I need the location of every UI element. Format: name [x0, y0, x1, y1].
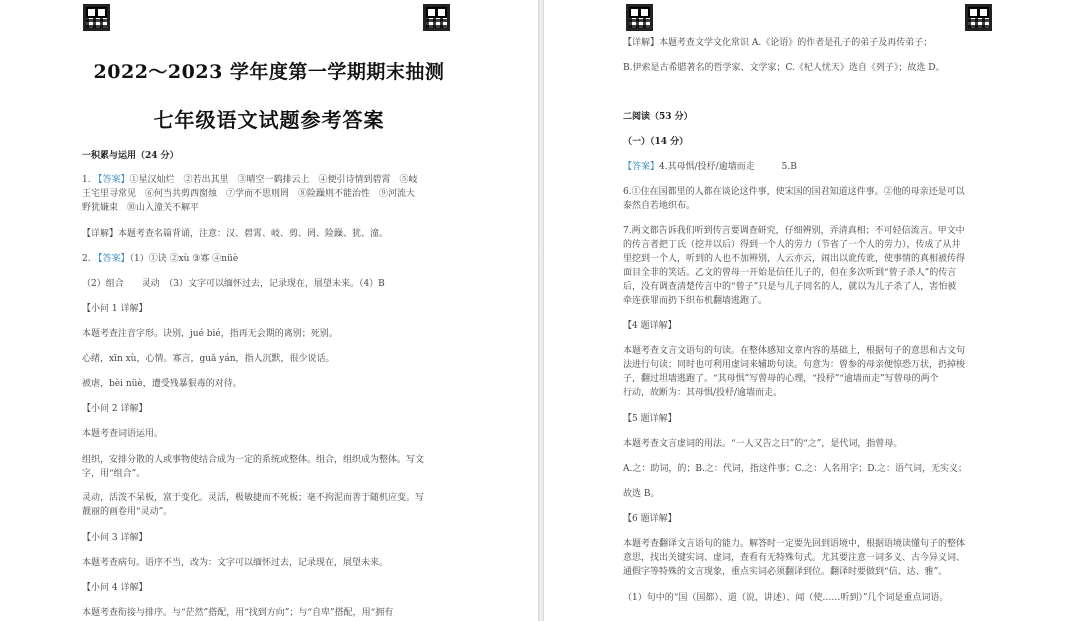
answer-text: 王宅里寻常见 ⑥何当共剪西窗烛 ⑦学而不思则罔 ⑧险躁则不能治性 ⑨河流大 [82, 189, 416, 199]
section-heading: 一积累与运用（24 分） [82, 151, 179, 161]
sub-heading: 【小问 3 详解】 [82, 533, 148, 543]
sub-heading: 【5 题详解】 [623, 414, 677, 424]
answer-label: 【答案】 [623, 162, 660, 172]
document-title: 2022～2023 学年度第一学期期末抽测 [93, 61, 445, 83]
paragraph: 本题考查病句。语序不当，改为：文字可以缅怀过去，记录现在，展望未来。 [82, 558, 389, 568]
sub-heading: 【4 题详解】 [623, 321, 677, 331]
paragraph: 子，翻过坦墙逃跑了。“其母惧”写曾母的心理，“投杼”“逾墙而走”写曾母的两个 [623, 374, 939, 384]
paragraph: 靓丽的画卷用“灵动”。 [82, 507, 173, 517]
paragraph: 6.①住在国都里的人都在谈论这件事，使宋国的国君知道这件事。②他的母亲还是可以 [623, 187, 965, 197]
paragraph: A.之：助词，的；B.之：代词，指这件事；C.之：人名用字；D.之：语气词，无实义； [623, 464, 968, 474]
answer-text: 4.其母惧/投杼/逾墙而走 5.B [659, 162, 797, 172]
paragraph: 灵动，活泼不呆板，富于变化。灵活，极敏捷而不死板；毫不拘泥而善于随机应变。写 [82, 493, 425, 503]
answer-line [82, 174, 418, 186]
right-page [544, 0, 1080, 621]
sub-heading: 【小问 4 详解】 [82, 583, 148, 593]
paragraph: 故选 B。 [623, 489, 660, 499]
paragraph: 被虐，bèi nüè，遭受残暴狠毒的对待。 [82, 379, 242, 389]
paragraph: 泰然自若地织布。 [623, 201, 696, 211]
paragraph: 的传言者把丁氏（挖井以后）得到一个人的劳力（节省了一个人的劳力），传成了从井 [623, 240, 961, 250]
detail-paragraph: 【详解】本题考查名篇背诵，注意：汉、碧霄、岐、剪、罔、险躁、犹、潼。 [82, 229, 389, 239]
sub-heading: 【小问 2 详解】 [82, 404, 148, 414]
paragraph: 心绪，xīn xù，心情。寡言，guǎ yán，指人沉默，很少说话。 [82, 354, 335, 364]
paragraph: 本题考查翻译文言语句的能力。解答时一定要先回到语境中，根据语境读懂句子的整体 [623, 539, 966, 549]
paragraph: 行动，故断为：其母惧/投杼/逾墙而走。 [623, 388, 783, 398]
part-heading: （一）（14 分） [623, 137, 689, 147]
paragraph: 组织，安排分散的人或事物使结合成为一定的系统或整体。组合，组织成为整体。写文 [82, 455, 425, 465]
paragraph: 后，没有调查清楚传言中的“曾子”只是与儿子同名的人，就以为儿子杀了人，害怕被 [623, 282, 957, 292]
document-subtitle: 七年级语文试题参考答案 [153, 108, 385, 132]
detail-paragraph: B.伊索是古希腊著名的哲学家、文学家；C.《杞人忧天》选自《列子》；故选 D。 [623, 63, 945, 73]
answer-line [623, 161, 797, 173]
paragraph: 法进行句读；同时也可利用虚词来辅助句读。句意为：曾参的母亲便惊恐万状，扔掉梭 [623, 360, 966, 370]
answer-label: 【答案】 [93, 175, 130, 185]
paragraph: 面目全非的笑话。乙文的曾母一开始是信任儿子的，但在多次听到“曾子杀人”的传言 [623, 268, 957, 278]
paragraph: 7.两文都告诉我们听到传言要调查研究，仔细辨别，弄清真相；不可轻信流言。甲文中 [623, 226, 965, 236]
paragraph: 本题考查衔接与排序。与“茫然”搭配，用“找到方向”；与“自卑”搭配，用“拥有 [82, 608, 394, 618]
qr-code-icon [626, 4, 653, 31]
question-number: 1. [82, 175, 91, 185]
paragraph: （1）句中的“国（国都）、道（说，讲述）、闻（使……听到）”几个词是重点词语。 [623, 593, 949, 603]
sub-heading: 【6 题详解】 [623, 514, 677, 524]
qr-code-icon [423, 4, 450, 31]
answer-line [82, 253, 238, 265]
answer-text: （1）①诀 ②xù ③寡 ④nüè [129, 254, 239, 264]
paragraph: 通假字等特殊的文言现象，重点实词必须翻译到位。翻译时要做到“信、达、雅”。 [623, 567, 948, 577]
paragraph: 里挖到一个人，听到的人也不加辨别，人云亦云，闹出以讹传讹，使事情的真相被传得 [623, 254, 966, 264]
answer-text: 野犹嫌束 ⑩山入潼关不解平 [82, 203, 200, 213]
qr-code-icon [83, 4, 110, 31]
left-page [0, 0, 538, 621]
detail-paragraph: 【详解】本题考查文学文化常识 A.《论语》的作者是孔子的弟子及再传弟子； [623, 38, 933, 48]
qr-code-icon [965, 4, 992, 31]
paragraph: 本题考查文言虚词的用法。“一人又告之曰”的“之”，是代词，指曾母。 [623, 439, 903, 449]
question-number: 2. [82, 254, 91, 264]
section-heading: 二阅读（53 分） [623, 112, 693, 122]
paragraph: 意思，找出关键实词、虚词，查看有无特殊句式。尤其要注意一词多义、古今异义词、 [623, 553, 966, 563]
answer-text: （2）组合 灵动 （3）文字可以缅怀过去，记录现在，展望未来。（4）B [82, 279, 385, 289]
answer-label: 【答案】 [93, 254, 130, 264]
paragraph: 牵连获罪而扔下织布机翻墙逃跑了。 [623, 296, 768, 306]
paragraph: 字，用“组合”。 [82, 469, 146, 479]
sub-heading: 【小问 1 详解】 [82, 304, 148, 314]
paragraph: 本题考查文言文语句的句读。在整体感知文章内容的基础上，根据句子的意思和古文句 [623, 346, 966, 356]
paragraph: 本题考查词语运用。 [82, 429, 164, 439]
answer-text: ①星汉灿烂 ②若出其里 ③晴空一鹤排云上 ④便引诗情到碧霄 ⑤岐 [129, 175, 418, 185]
paragraph: 本题考查注音字形。诀别，jué bié，指再无会期的离别；死别。 [82, 329, 338, 339]
